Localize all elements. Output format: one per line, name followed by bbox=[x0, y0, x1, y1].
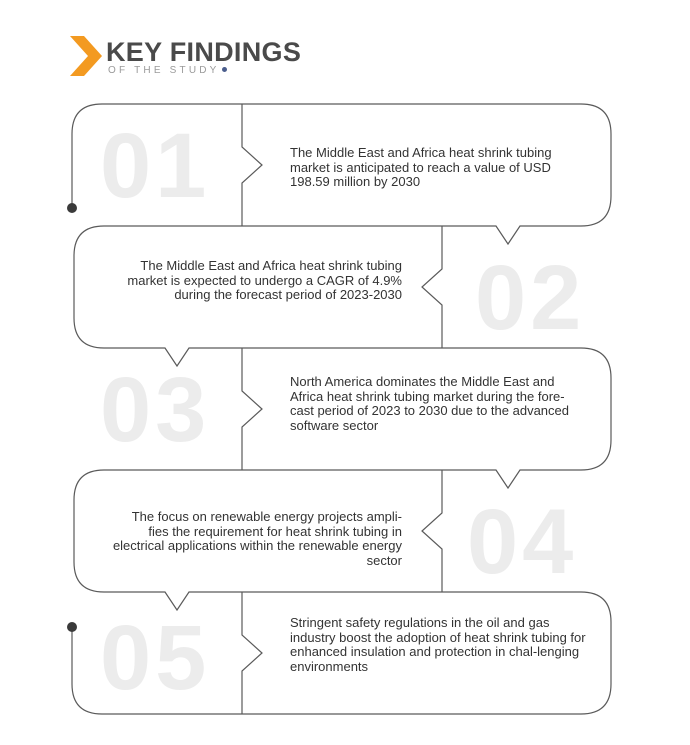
finding-number-05: 05 bbox=[100, 607, 211, 709]
finding-text-03: North America dominates the Middle East and Africa heat shrink tubing market during the fore-cast period of 2023 to 2030 due to the advanced software sector bbox=[290, 374, 569, 433]
finding-number-03: 03 bbox=[100, 359, 211, 461]
finding-number-02: 02 bbox=[475, 247, 586, 349]
start-dot bbox=[67, 203, 77, 213]
finding-number-04: 04 bbox=[467, 491, 578, 593]
finding-text-01: The Middle East and Africa heat shrink tubing market is anticipated to reach a value of USD 198.59 million by 2030 bbox=[290, 145, 552, 190]
finding-text-04: The focus on renewable energy projects ampli-fies the requirement for heat shrink tubing in electrical applications within the renewable energy sector bbox=[112, 509, 402, 568]
page-subtitle: OF THE STUDY bbox=[108, 65, 227, 76]
page-title: KEY FINDINGS bbox=[106, 37, 302, 67]
finding-text-05: Stringent safety regulations in the oil and gas industry boost the adoption of heat shrink tubing for enhanced insulation and protection in chal-lenging environments bbox=[290, 615, 586, 674]
end-dot bbox=[67, 622, 77, 632]
finding-number-01: 01 bbox=[100, 115, 211, 217]
finding-text-02: The Middle East and Africa heat shrink tubing market is expected to undergo a CAGR of 4.9% during the forecast period of 2023-2030 bbox=[127, 258, 402, 303]
